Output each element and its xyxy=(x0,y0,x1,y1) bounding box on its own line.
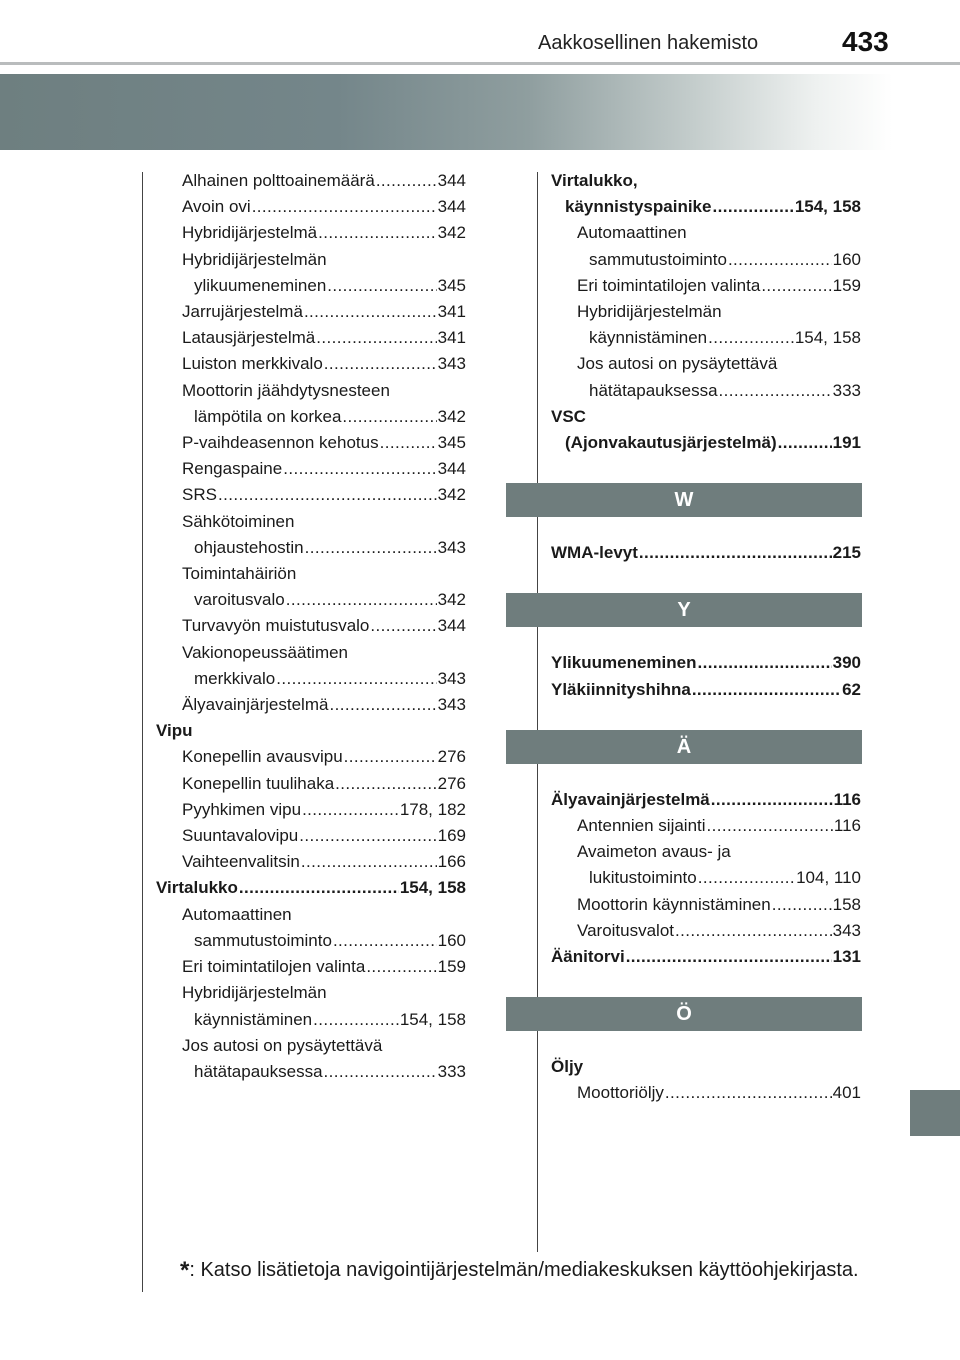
entry-label: Virtalukko, xyxy=(551,171,638,190)
index-entry xyxy=(156,482,466,508)
index-entry xyxy=(551,918,861,944)
entry-label: Vaihteenvalitsin xyxy=(182,852,300,872)
index-entry xyxy=(156,299,466,325)
header-banner xyxy=(0,74,960,150)
entry-label: käynnistyspainike xyxy=(565,197,712,217)
index-entry xyxy=(156,168,466,194)
entry-label: Hybridijärjestelmän xyxy=(182,249,327,269)
entry-page-ref: 342 xyxy=(437,590,466,610)
leader-dots xyxy=(665,1080,832,1106)
leader-dots xyxy=(380,430,437,456)
index-entry xyxy=(156,771,466,797)
index-entry xyxy=(156,273,466,299)
entry-label: Äänitorvi xyxy=(551,947,625,967)
entry-page-ref: 343 xyxy=(832,920,861,940)
entry-page-ref: 116 xyxy=(833,789,861,809)
leader-dots xyxy=(302,797,399,823)
leader-dots xyxy=(333,928,437,954)
header-divider xyxy=(0,62,960,65)
entry-label: varoitusvalo xyxy=(194,590,285,610)
entry-label: käynnistäminen xyxy=(194,1009,313,1029)
entry-label: Toimintahäiriön xyxy=(182,564,297,584)
index-entry xyxy=(156,220,466,246)
entry-label: Latausjärjestelmä xyxy=(182,328,316,348)
section-letter-header: Y xyxy=(506,593,862,627)
entry-label: ohjaustehostin xyxy=(194,537,304,557)
index-entry xyxy=(156,587,466,613)
entry-label: Varoitusvalot xyxy=(577,920,675,940)
entry-label: Turvavyön muistutusvalo xyxy=(182,616,370,636)
leader-dots xyxy=(639,540,832,566)
index-entry xyxy=(551,247,861,273)
index-entry xyxy=(156,875,466,901)
entry-page-ref: 158 xyxy=(832,894,861,914)
entry-page-ref: 169 xyxy=(437,826,466,846)
section-letter-header: W xyxy=(506,483,862,517)
index-entry xyxy=(156,823,466,849)
entry-label: Moottoriöljy xyxy=(577,1083,664,1103)
index-entry xyxy=(551,865,861,891)
leader-dots xyxy=(286,587,437,613)
index-entry xyxy=(551,892,861,918)
entry-label: SRS xyxy=(182,485,217,505)
entry-page-ref: 276 xyxy=(437,747,466,767)
entry-label: Konepellin avausvipu xyxy=(182,747,343,767)
leader-dots xyxy=(712,194,793,220)
index-entry xyxy=(551,540,861,566)
entry-page-ref: 401 xyxy=(832,1083,861,1103)
leader-dots xyxy=(304,299,437,325)
leader-dots xyxy=(327,273,436,299)
entry-page-ref: 154, 158 xyxy=(794,328,861,348)
index-entry xyxy=(551,813,861,839)
index-entry xyxy=(156,1059,466,1085)
leader-dots xyxy=(276,666,436,692)
index-entry xyxy=(156,849,466,875)
entry-label: Moottorin käynnistäminen xyxy=(577,894,771,914)
section-entries xyxy=(551,540,861,566)
entry-label: Älyavainjärjestelmä xyxy=(551,789,710,809)
footnote-marker: * xyxy=(180,1257,190,1284)
section-letter-header: Ö xyxy=(506,997,862,1031)
footnote-text: : Katso lisätietoja navigointijärjestelmän/mediakeskuksen käyttöohjekirjasta. xyxy=(189,1259,859,1281)
entry-page-ref: 178, 182 xyxy=(399,799,466,819)
section-entries xyxy=(551,650,861,702)
entry-label: WMA-levyt xyxy=(551,543,638,563)
entry-page-ref: 343 xyxy=(437,354,466,374)
entry-page-ref: 159 xyxy=(437,957,466,977)
entry-page-ref: 154, 158 xyxy=(399,878,466,898)
entry-label: Öljy xyxy=(551,1057,584,1077)
entry-label: Jos autosi on pysäytettävä xyxy=(182,1035,383,1055)
entry-page-ref: 342 xyxy=(437,406,466,426)
index-entry xyxy=(156,1007,466,1033)
entry-page-ref: 215 xyxy=(832,543,861,563)
entry-label: Virtalukko xyxy=(156,878,238,898)
entry-page-ref: 342 xyxy=(437,485,466,505)
header-title: Aakkosellinen hakemisto xyxy=(538,32,759,54)
leader-dots xyxy=(698,865,795,891)
leader-dots xyxy=(761,273,831,299)
index-entry xyxy=(156,456,466,482)
leader-dots xyxy=(324,1059,437,1085)
entry-page-ref: 343 xyxy=(437,537,466,557)
page-header xyxy=(0,0,960,64)
index-column-left xyxy=(156,168,466,1085)
entry-label: Avaimeton avaus- ja xyxy=(577,842,731,862)
leader-dots xyxy=(318,220,437,246)
entry-label: Luiston merkkivalo xyxy=(182,354,323,374)
entry-label: Hybridijärjestelmän xyxy=(182,983,327,1003)
index-entry xyxy=(551,1080,861,1106)
entry-label: Sähkötoiminen xyxy=(182,511,295,531)
entry-label: hätätapauksessa xyxy=(194,1061,323,1081)
leader-dots xyxy=(675,918,832,944)
leader-dots xyxy=(707,813,833,839)
index-entry xyxy=(551,430,861,456)
entry-label: Hybridijärjestelmän xyxy=(577,302,722,322)
leader-dots xyxy=(283,456,436,482)
entry-page-ref: 131 xyxy=(832,947,861,967)
entry-label: Jos autosi on pysäytettävä xyxy=(577,354,778,374)
entry-label: Rengaspaine xyxy=(182,459,283,479)
entry-label: Vipu xyxy=(156,721,193,741)
index-column-right xyxy=(551,168,861,1107)
index-entry xyxy=(551,194,861,220)
leader-dots xyxy=(305,535,437,561)
leader-dots xyxy=(218,482,437,508)
leader-dots xyxy=(301,849,437,875)
entry-page-ref: 62 xyxy=(842,679,861,699)
entry-page-ref: 341 xyxy=(437,328,466,348)
entry-page-ref: 333 xyxy=(832,380,861,400)
entry-label: ylikuumeneminen xyxy=(194,275,327,295)
chapter-tab xyxy=(910,1090,960,1136)
entry-label: Automaattinen xyxy=(577,223,687,243)
center-column-rule xyxy=(537,172,538,1252)
index-entry xyxy=(156,666,466,692)
index-entry xyxy=(156,744,466,770)
entry-page-ref: 344 xyxy=(437,459,466,479)
section-letter-header: Ä xyxy=(506,730,862,764)
entry-label: (Ajonvakautusjärjestelmä) xyxy=(565,433,777,453)
page-number: 433 xyxy=(842,26,889,57)
leader-dots xyxy=(626,944,832,970)
entry-page-ref: 341 xyxy=(437,302,466,322)
entry-page-ref: 160 xyxy=(832,249,861,269)
leader-dots xyxy=(239,875,399,901)
leader-dots xyxy=(366,954,436,980)
index-entry xyxy=(156,954,466,980)
index-entry xyxy=(551,378,861,404)
entry-page-ref: 345 xyxy=(437,275,466,295)
index-entry xyxy=(551,325,861,351)
entry-page-ref: 191 xyxy=(832,433,861,453)
entry-label: sammutustoiminto xyxy=(194,930,332,950)
leader-dots xyxy=(316,325,436,351)
entry-page-ref: 154, 158 xyxy=(399,1009,466,1029)
index-entry xyxy=(156,535,466,561)
entry-label: Hybridijärjestelmä xyxy=(182,223,318,243)
entry-page-ref: 166 xyxy=(437,852,466,872)
entry-label: Konepellin tuulihaka xyxy=(182,773,335,793)
entry-page-ref: 160 xyxy=(437,930,466,950)
index-entry xyxy=(551,677,861,703)
entry-label: Eri toimintatilojen valinta xyxy=(577,275,761,295)
entry-page-ref: 390 xyxy=(832,653,861,673)
leader-dots xyxy=(370,613,436,639)
index-entry xyxy=(156,351,466,377)
entry-label: Antennien sijainti xyxy=(577,816,706,836)
entry-page-ref: 276 xyxy=(437,773,466,793)
entry-page-ref: 159 xyxy=(832,275,861,295)
entry-page-ref: 116 xyxy=(833,816,861,836)
entry-label: P-vaihdeasennon kehotus xyxy=(182,433,379,453)
left-column-rule xyxy=(142,172,143,1292)
index-entry xyxy=(156,613,466,639)
entry-label: hätätapauksessa xyxy=(589,380,718,400)
leader-dots xyxy=(376,168,437,194)
leader-dots xyxy=(708,325,794,351)
entry-label: Älyavainjärjestelmä xyxy=(182,695,329,715)
entry-label: merkkivalo xyxy=(194,668,276,688)
entry-page-ref: 345 xyxy=(437,433,466,453)
entry-label: Moottorin jäähdytysnesteen xyxy=(182,380,390,400)
leader-dots xyxy=(324,351,437,377)
footnote xyxy=(180,1257,859,1285)
entry-label: VSC xyxy=(551,406,586,426)
index-entry xyxy=(156,928,466,954)
entry-page-ref: 343 xyxy=(437,695,466,715)
leader-dots xyxy=(344,744,437,770)
leader-dots xyxy=(778,430,832,456)
entry-page-ref: 333 xyxy=(437,1061,466,1081)
index-entry xyxy=(551,787,861,813)
leader-dots xyxy=(772,892,832,918)
leader-dots xyxy=(711,787,833,813)
index-entry xyxy=(156,325,466,351)
entry-label: Suuntavalovipu xyxy=(182,826,299,846)
index-entry xyxy=(156,194,466,220)
index-entry xyxy=(551,944,861,970)
entry-label: Automaattinen xyxy=(182,904,292,924)
index-entry xyxy=(551,273,861,299)
entry-page-ref: 344 xyxy=(437,197,466,217)
entry-label: sammutustoiminto xyxy=(589,249,727,269)
leader-dots xyxy=(329,692,436,718)
leader-dots xyxy=(335,771,436,797)
entry-page-ref: 343 xyxy=(437,668,466,688)
section-entries xyxy=(551,1054,861,1106)
section-entries xyxy=(551,787,861,970)
entry-label: Vakionopeussäätimen xyxy=(182,642,349,662)
entry-label: Jarrujärjestelmä xyxy=(182,302,303,322)
entry-label: Avoin ovi xyxy=(182,197,251,217)
entry-label: Ylikuumeneminen xyxy=(551,653,697,673)
entry-label: lukitustoiminto xyxy=(589,868,697,888)
leader-dots xyxy=(342,404,436,430)
entry-page-ref: 344 xyxy=(437,616,466,636)
leader-dots xyxy=(719,378,832,404)
leader-dots xyxy=(252,194,437,220)
entry-label: käynnistäminen xyxy=(589,328,708,348)
index-entry xyxy=(156,797,466,823)
index-entry xyxy=(156,404,466,430)
index-entry xyxy=(156,692,466,718)
entry-label: Eri toimintatilojen valinta xyxy=(182,957,366,977)
entry-label: Pyyhkimen vipu xyxy=(182,799,302,819)
leader-dots xyxy=(728,247,832,273)
entry-label: Yläkiinnityshihna xyxy=(551,679,691,699)
entry-page-ref: 342 xyxy=(437,223,466,243)
leader-dots xyxy=(697,650,831,676)
entry-page-ref: 344 xyxy=(437,171,466,190)
index-entry xyxy=(156,430,466,456)
entry-label: lämpötila on korkea xyxy=(194,406,342,426)
leader-dots xyxy=(299,823,436,849)
entry-label: Alhainen polttoainemäärä xyxy=(182,171,375,190)
entry-page-ref: 104, 110 xyxy=(796,868,861,888)
leader-dots xyxy=(313,1007,399,1033)
entry-page-ref: 154, 158 xyxy=(794,197,861,217)
index-entry xyxy=(551,650,861,676)
leader-dots xyxy=(692,677,841,703)
